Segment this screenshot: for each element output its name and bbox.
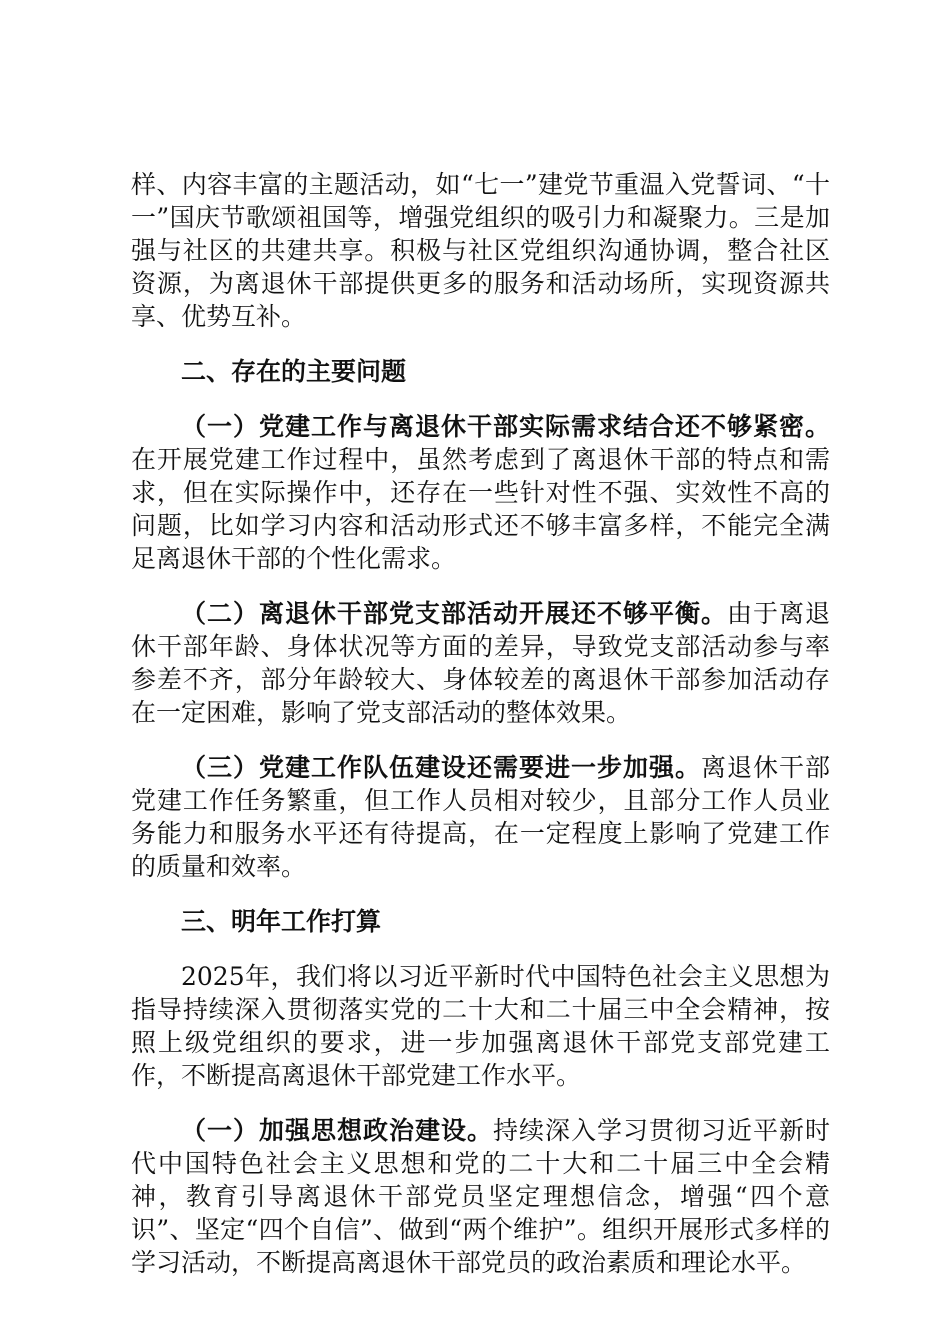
problem-lead-2: （二）离退休干部党支部活动开展还不够平衡。 [181,599,727,628]
problem-paragraph-3 [131,751,830,883]
plan-paragraph-1 [131,1114,830,1279]
section-heading-plans: 三、明年工作打算 [181,907,382,936]
problem-paragraph-1 [131,410,830,575]
plan-body-1: 持续深入学习贯彻习近平新时代中国特色社会主义思想和党的二十大和二十届三中全会精神，教育引导离退休干部党员坚定理想信念，增强“四个意识”、坚定“四个自信”、做到“两个维护”。组织开展形式多样的学习活动，不断提高离退休干部党员的政治素质和理论水平。 [131,1116,830,1277]
intro-continuation-paragraph: 样、内容丰富的主题活动，如“七一”建党节重温入党誓词、“十一”国庆节歌颂祖国等，增强党组织的吸引力和凝聚力。三是加强与社区的共建共享。积极与社区党组织沟通协调，整合社区资源，为离退休干部提供更多的服务和活动场所，实现资源共享、优势互补。 [131,170,830,331]
problem-paragraph-2 [131,597,830,729]
problem-body-1: 在开展党建工作过程中，虽然考虑到了离退休干部的特点和需求，但在实际操作中，还存在一些针对性不强、实效性不高的问题，比如学习内容和活动形式还不够丰富多样，不能完全满足离退休干部的个性化需求。 [131,445,830,573]
problem-lead-3: （三）党建工作队伍建设还需要进一步加强。 [181,753,701,782]
document-body [131,168,830,1279]
problem-lead-1: （一）党建工作与离退休干部实际需求结合还不够紧密。 [181,412,830,441]
plans-intro-paragraph: 2025年，我们将以习近平新时代中国特色社会主义思想为指导持续深入贯彻落实党的二十大和二十届三中全会精神，按照上级党组织的要求，进一步加强离退休干部党支部党建工作，不断提高离退休干部党建工作水平。 [131,962,830,1090]
problem-body-3: 离退休干部党建工作任务繁重，但工作人员相对较少，且部分工作人员业务能力和服务水平还有待提高，在一定程度上影响了党建工作的质量和效率。 [131,753,830,881]
plan-lead-1: （一）加强思想政治建设。 [181,1116,493,1145]
section-heading-problems: 二、存在的主要问题 [181,357,407,386]
problem-body-2: 由于离退休干部年龄、身体状况等方面的差异，导致党支部活动参与率参差不齐，部分年龄较大、身体较差的离退休干部参加活动存在一定困难，影响了党支部活动的整体效果。 [131,599,830,727]
